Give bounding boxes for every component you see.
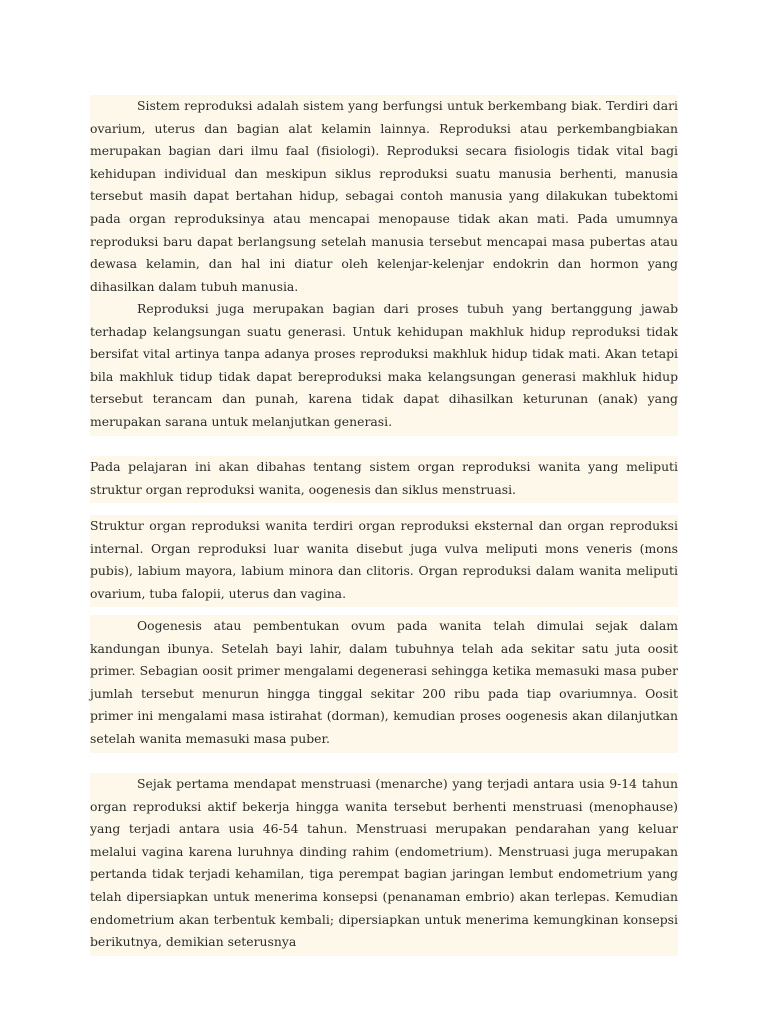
paragraph-reproductive-system-intro: Sistem reproduksi adalah sistem yang berfungsi untuk berkembang biak. Terdiri dari ovarium, uterus dan bagian alat kelamin lainnya. Reproduksi atau perkembangbiakan merupakan bagian dari ilmu faal (fisiologi). Reproduksi secara fisiologis tidak vital bagi kehidupan individual dan meskipun siklus reproduksi suatu manusia berhenti, manusia tersebut masih dapat bertahan hidup, sebagai contoh manusia yang dilakukan tubektomi pada organ reproduksinya atau mencapai menopause tidak akan mati. Pada umumnya reproduksi baru dapat berlangsung setelah manusia tersebut mencapai masa pubertas atau dewasa kelamin, dan hal ini diatur oleh kelenjar-kelenjar endokrin dan hormon yang dihasilkan dalam tubuh manusia. bbox=[90, 95, 678, 300]
paragraph-oogenesis: Oogenesis atau pembentukan ovum pada wanita telah dimulai sejak dalam kandungan ibunya. Setelah bayi lahir, dalam tubuhnya telah ada sekitar satu juta oosit primer. Sebagian oosit primer mengalami degenerasi sehingga ketika memasuki masa puber jumlah tersebut menurun hingga tinggal sekitar 200 ribu pada tiap ovariumnya. Oosit primer ini mengalami masa istirahat (dorman), kemudian proses oogenesis akan dilanjutkan setelah wanita memasuki masa puber. bbox=[90, 615, 678, 753]
paragraph-lesson-scope: Pada pelajaran ini akan dibahas tentang sistem organ reproduksi wanita yang meliputi struktur organ reproduksi wanita, oogenesis dan siklus menstruasi. bbox=[90, 456, 678, 503]
paragraph-menstruation: Sejak pertama mendapat menstruasi (menarche) yang terjadi antara usia 9-14 tahun organ reproduksi aktif bekerja hingga wanita tersebut berhenti menstruasi (menophause) yang terjadi antara usia 46-54 tahun. Menstruasi merupakan pendarahan yang keluar melalui vagina karena luruhnya dinding rahim (endometrium). Menstruasi juga merupakan pertanda tidak terjadi kehamilan, tiga perempat bagian jaringan lembut endometrium yang telah dipersiapkan untuk menerima konsepsi (penanaman embrio) akan terlepas. Kemudian endometrium akan terbentuk kembali; dipersiapkan untuk menerima kemungkinan konsepsi berikutnya, demikian seterusnya bbox=[90, 773, 678, 956]
paragraph-organ-structure: Struktur organ reproduksi wanita terdiri organ reproduksi eksternal dan organ reproduksi internal. Organ reproduksi luar wanita disebut juga vulva meliputi mons veneris (mons pubis), labium mayora, labium minora dan clitoris. Organ reproduksi dalam wanita meliputi ovarium, tuba falopii, uterus dan vagina. bbox=[90, 515, 678, 607]
paragraph-reproduction-generation: Reproduksi juga merupakan bagian dari proses tubuh yang bertanggung jawab terhadap kelangsungan suatu generasi. Untuk kehidupan makhluk hidup reproduksi tidak bersifat vital artinya tanpa adanya proses reproduksi makhluk hidup tidak mati. Akan tetapi bila makhluk tidup tidak dapat bereproduksi maka kelangsungan generasi makhluk hidup tersebut terancam dan punah, karena tidak dapat dihasilkan keturunan (anak) yang merupakan sarana untuk melanjutkan generasi. bbox=[90, 298, 678, 436]
